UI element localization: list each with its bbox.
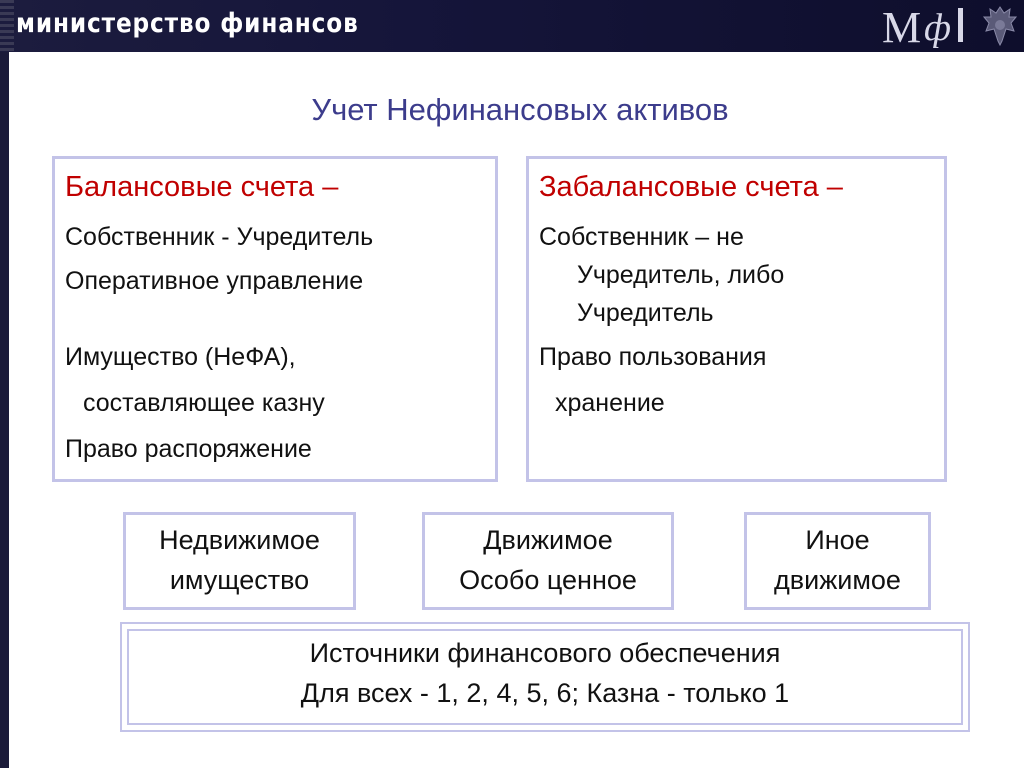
category-label: Движимое bbox=[483, 525, 613, 555]
category-box-other-movable bbox=[744, 512, 931, 610]
slide-title: Учет Нефинансовых активов bbox=[311, 92, 729, 127]
funding-sources-box bbox=[120, 622, 970, 732]
category-label: движимое bbox=[774, 565, 901, 595]
panel-line: составляющее казну bbox=[83, 389, 325, 417]
svg-text:ф: ф bbox=[924, 7, 951, 48]
category-box-movable-valuable bbox=[422, 512, 674, 610]
panel-line: Право распоряжение bbox=[65, 435, 312, 463]
panel-line: Собственник – не bbox=[539, 223, 744, 251]
panel-line: Учредитель bbox=[577, 299, 714, 327]
funding-sources-detail: Для всех - 1, 2, 4, 5, 6; Казна - только 1 bbox=[300, 678, 790, 708]
header-band bbox=[0, 0, 1024, 52]
panel-line: Учредитель, либо bbox=[577, 261, 785, 289]
panel-line: Право пользования bbox=[539, 343, 767, 371]
left-accent-bar bbox=[0, 52, 9, 768]
category-box-real-estate bbox=[123, 512, 356, 610]
balance-accounts-panel bbox=[52, 156, 498, 482]
panel-line: хранение bbox=[555, 389, 665, 417]
coat-of-arms-icon bbox=[980, 3, 1020, 47]
category-label: Недвижимое bbox=[159, 525, 320, 555]
off-balance-accounts-heading: Забалансовые счета – bbox=[539, 171, 843, 203]
ministry-name: министерство финансов bbox=[16, 8, 359, 39]
header-pattern bbox=[0, 0, 14, 52]
panel-line: Оперативное управление bbox=[65, 267, 364, 295]
panel-line: Имущество (НеФА), bbox=[65, 343, 296, 371]
funding-sources-title: Источники финансового обеспечения bbox=[309, 638, 781, 668]
category-label: Иное bbox=[805, 525, 870, 555]
category-label: Особо ценное bbox=[459, 565, 637, 595]
off-balance-accounts-panel bbox=[526, 156, 947, 482]
ministry-logo-icon bbox=[880, 2, 972, 48]
svg-text:M: M bbox=[882, 3, 922, 48]
category-label: имущество bbox=[169, 565, 310, 595]
balance-accounts-heading: Балансовые счета – bbox=[65, 171, 339, 203]
panel-line: Собственник - Учредитель bbox=[65, 223, 374, 251]
